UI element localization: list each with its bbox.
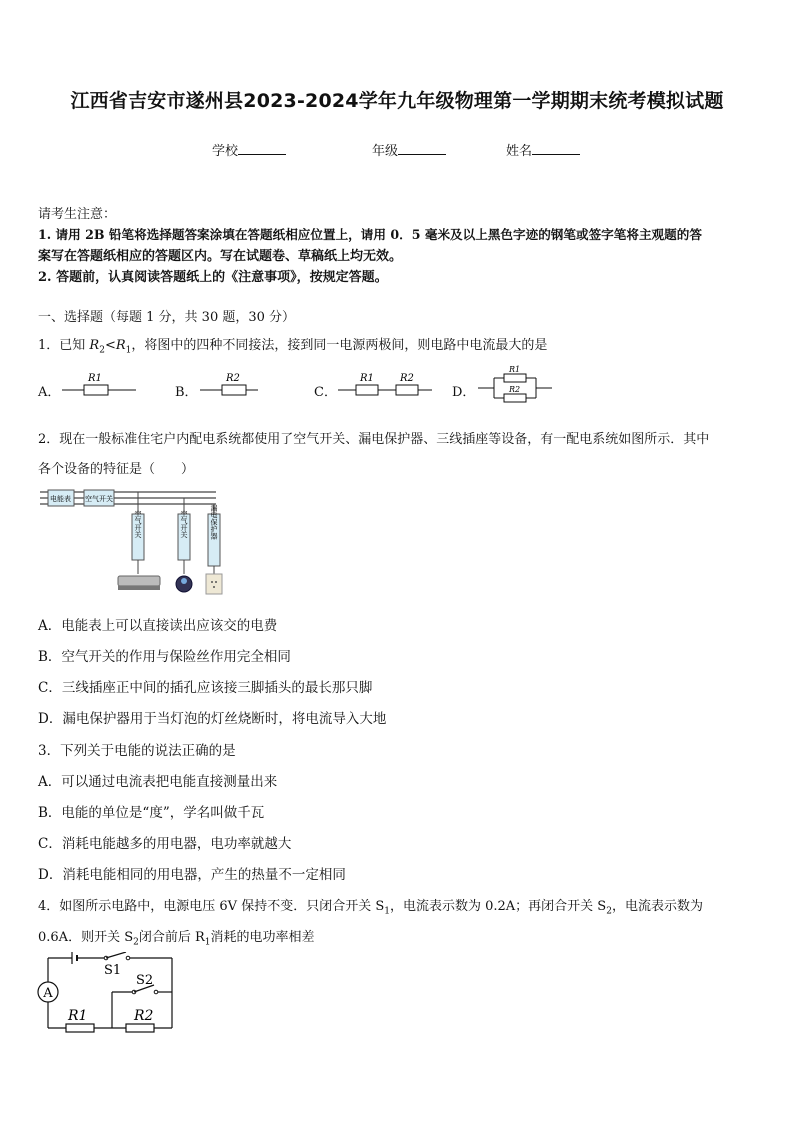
q1-circuit-c: [336, 370, 436, 400]
name-label: 姓名: [506, 144, 533, 159]
q2-distribution-figure: [38, 488, 238, 600]
grade-label: 年级: [372, 144, 399, 159]
q1-stem: [38, 334, 547, 356]
q1-r1-symbol: R: [115, 338, 126, 353]
q4-line1-part-a: 4．如图所示电路中，电源电压 6V 保持不变．只闭合开关 S: [38, 899, 385, 914]
q4-s1-sub: 1: [384, 906, 390, 917]
q4-s2-sub: 2: [606, 906, 612, 917]
meter-label: 电能表: [50, 495, 71, 503]
q2-option-a: A．电能表上可以直接读出应该交的电费: [38, 618, 278, 634]
name-field: [506, 140, 580, 159]
s1-contact: [126, 956, 130, 960]
resistor-r1: [356, 385, 378, 395]
q1-circuit-a: [60, 370, 140, 400]
lamp-glow: [181, 578, 187, 584]
q4-circuit: [36, 952, 186, 1038]
s2-contact: [154, 990, 158, 994]
branch-switch-1-label: 空气开关: [134, 510, 142, 538]
ammeter-label: A: [43, 986, 53, 1001]
resistor-r1: [504, 374, 526, 382]
q3-option-a: A．可以通过电流表把电能直接测量出来: [38, 774, 278, 790]
q1-r1-sub: 1: [125, 345, 132, 356]
q1-option-c-label: C．: [314, 385, 337, 400]
school-blank: [238, 142, 286, 155]
q1-stem-prefix: 1．已知: [38, 338, 90, 353]
q2-option-d: D．漏电保护器用于当灯泡的灯丝烧断时，将电流导入大地: [38, 711, 387, 727]
air-conditioner-base: [118, 586, 160, 590]
q4-line2-part-a: 0.6A．则开关 S: [38, 930, 134, 945]
q1-option-d-label: D．: [452, 385, 476, 400]
s1-blade: [106, 952, 126, 958]
q4-line2-part-c: 消耗的电功率相差: [210, 930, 315, 945]
q4-line1-part-b: ，电流表示数为 0.2A；再闭合开关 S: [389, 899, 607, 914]
q4-line2-part-b: 闭合前后 R: [138, 930, 205, 945]
label-r2: R2: [400, 373, 414, 384]
school-label: 学校: [212, 144, 239, 159]
notice-heading: 请考生注意：: [38, 207, 117, 222]
label-r1: R1: [68, 1008, 88, 1024]
section-heading: 一、选择题（每题 1 分，共 30 题，30 分）: [38, 310, 296, 325]
q4-line2-sub: 2: [133, 937, 139, 948]
q3-option-d: D．消耗电能相同的用电器，产生的热量不一定相同: [38, 867, 346, 883]
resistor-r1: [84, 385, 108, 395]
notice-item-1: 1. 请用 2B 铅笔将选择题答案涂填在答题纸相应位置上，请用 0．5 毫米及以上黑色字迹的钢笔或签字笔将主观题的答: [38, 227, 702, 242]
branch-switch-2-label: 空气开关: [180, 510, 188, 538]
q3-option-c: C．消耗电能越多的用电器，电功率就越大: [38, 836, 292, 852]
label-s2: S2: [136, 973, 154, 988]
label-r1: R1: [88, 373, 102, 384]
main-switch-label: 空气开关: [85, 495, 113, 503]
q1-lt: <: [104, 338, 116, 353]
leakage-protector-label: 漏电保护器: [210, 504, 218, 540]
notice-item-2: 2. 答题前，认真阅读答题纸上的《注意事项》，按规定答题。: [38, 270, 388, 285]
q2-option-b: B．空气开关的作用与保险丝作用完全相同: [38, 649, 291, 665]
label-r2: R2: [509, 385, 521, 394]
q4-stem-line2: [38, 926, 315, 948]
q3-option-b: B．电能的单位是“度”，学名叫做千瓦: [38, 805, 265, 821]
q2-stem-line1: 2．现在一般标准住宅户内配电系统都使用了空气开关、漏电保护器、三线插座等设备，有一配电系统如图所示．其中: [38, 432, 710, 447]
q1-circuit-d: [476, 364, 556, 404]
socket: [206, 574, 222, 594]
resistor-r2: [396, 385, 418, 395]
label-s1: S1: [104, 963, 122, 978]
grade-blank: [398, 142, 446, 155]
q1-circuit-b: [198, 370, 278, 400]
label-r2: R2: [226, 373, 240, 384]
q1-r2-sub: 2: [99, 345, 105, 356]
q1-option-b-label: B．: [175, 385, 198, 400]
label-r2: R2: [134, 1008, 154, 1024]
q4-line2-sub2: 1: [204, 937, 211, 948]
resistor-r1: [66, 1024, 94, 1032]
label-r1: R1: [509, 365, 521, 374]
q2-option-c: C．三线插座正中间的插孔应该接三脚插头的最长那只脚: [38, 680, 373, 696]
q1-option-a-label: A．: [38, 385, 61, 400]
q2-stem-line2: 各个设备的特征是（ ）: [38, 462, 195, 477]
resistor-r2: [504, 394, 526, 402]
q4-stem-line1: [38, 895, 703, 917]
air-conditioner: [118, 576, 160, 586]
q3-stem: 3．下列关于电能的说法正确的是: [38, 743, 236, 759]
resistor-r2: [222, 385, 246, 395]
name-blank: [532, 142, 580, 155]
label-r1: R1: [360, 373, 374, 384]
notice-item-1-cont: 案写在答题纸相应的答题区内。写在试题卷、草稿纸上均无效。: [38, 249, 403, 264]
q4-line1-part-c: ，电流表示数为: [611, 899, 703, 914]
q1-r2-symbol: R: [89, 338, 100, 353]
q1-stem-suffix: ，将图中的四种不同接法，接到同一电源两极间，则电路中电流最大的是: [131, 338, 548, 353]
page-title: 江西省吉安市遂州县2023-2024学年九年级物理第一学期期末统考模拟试题: [70, 90, 724, 112]
school-field: [212, 140, 286, 159]
resistor-r2: [126, 1024, 154, 1032]
grade-field: [372, 140, 446, 159]
